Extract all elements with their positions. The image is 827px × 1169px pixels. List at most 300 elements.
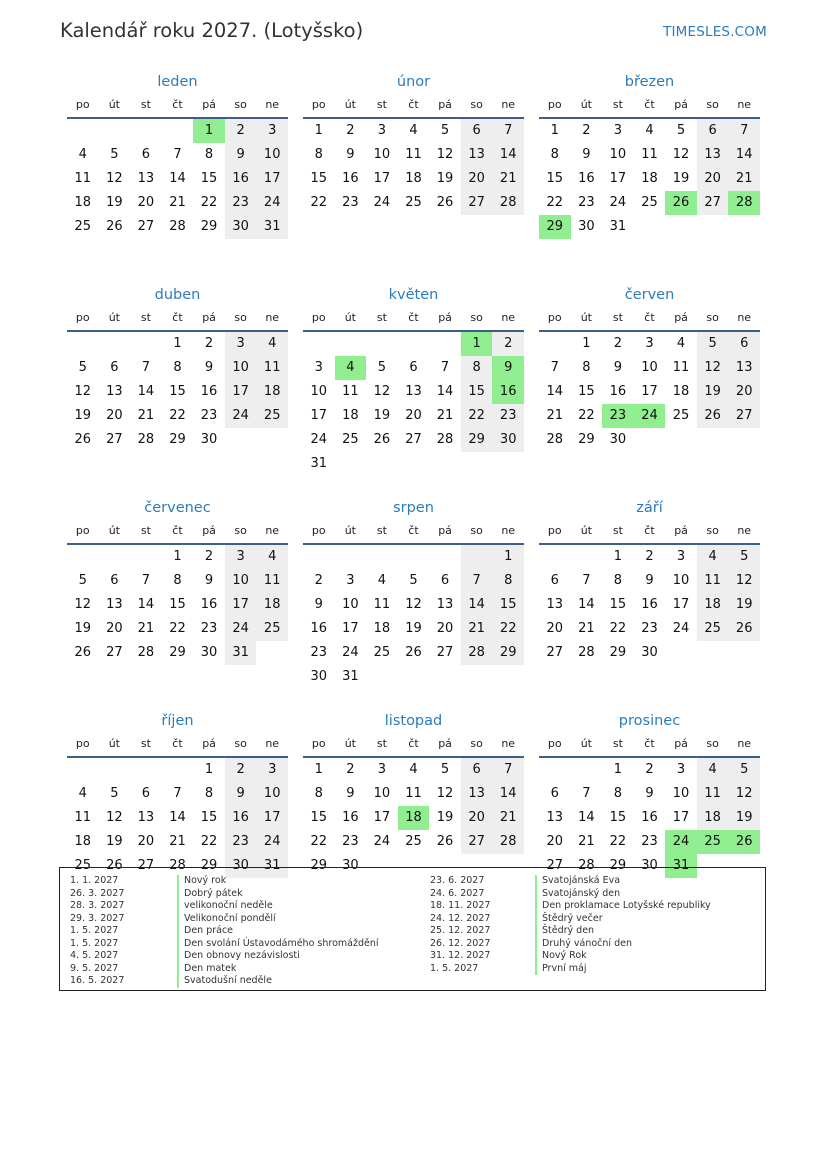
holiday-date: 26. 12. 2027 <box>430 937 491 949</box>
holiday-name: Svatojánský den <box>535 888 620 901</box>
day-cell: 1 <box>550 123 559 138</box>
day-cell: 26 <box>436 195 454 210</box>
day-cell: 17 <box>373 810 391 825</box>
day-cell: 8 <box>314 147 323 162</box>
day-cell: 2 <box>613 336 623 351</box>
day-cell: 13 <box>461 782 493 806</box>
legend-row <box>70 963 410 976</box>
day-cell: 19 <box>373 408 391 423</box>
day-cell: 14 <box>578 597 595 612</box>
day-cell: 30 <box>641 645 658 660</box>
day-cell: 30 <box>200 432 218 447</box>
day-cell: 30 <box>225 215 257 239</box>
weekday-label: so <box>234 98 247 111</box>
weekday-label: ne <box>737 524 752 537</box>
legend-column-left <box>70 875 410 988</box>
day-cell: 9 <box>204 360 214 375</box>
day-cell: 16 <box>641 597 658 612</box>
weekday-label: st <box>376 311 387 324</box>
day-cell: 20 <box>436 621 454 636</box>
day-cell: 23 <box>225 830 257 854</box>
day-cell: 20 <box>697 167 729 191</box>
day-cell: 10 <box>373 786 391 801</box>
holiday-day-cell: 26 <box>665 191 697 215</box>
day-cell: 9 <box>582 147 591 162</box>
day-cell: 20 <box>728 380 760 404</box>
day-cell: 28 <box>546 432 564 447</box>
weekday-label: po <box>311 524 326 537</box>
holiday-date: 25. 12. 2027 <box>430 925 491 936</box>
weekday-label: čt <box>408 98 419 111</box>
day-cell: 5 <box>110 147 119 162</box>
day-cell: 5 <box>697 332 729 356</box>
weekday-label: čt <box>408 524 419 537</box>
day-cell: 4 <box>697 758 729 782</box>
day-cell: 4 <box>645 123 654 138</box>
day-cell: 18 <box>74 195 92 210</box>
day-cell: 6 <box>697 119 729 143</box>
day-cell: 1 <box>204 762 214 777</box>
weekday-label: st <box>376 98 387 111</box>
empty-cell <box>67 332 99 356</box>
empty-cell <box>99 119 131 143</box>
day-cell: 11 <box>373 597 391 612</box>
legend-row <box>70 913 410 926</box>
day-cell: 21 <box>492 806 524 830</box>
day-cell: 1 <box>613 762 623 777</box>
weekday-header <box>303 306 524 332</box>
day-cell: 18 <box>405 171 422 186</box>
holiday-day-cell: 29 <box>539 215 571 239</box>
day-cell: 22 <box>310 195 328 210</box>
day-cell: 30 <box>578 219 595 234</box>
day-cell: 29 <box>169 432 186 447</box>
day-cell: 14 <box>461 593 493 617</box>
weekday-label: ne <box>265 98 280 111</box>
empty-cell <box>366 545 398 569</box>
day-cell: 26 <box>74 645 92 660</box>
day-cell: 25 <box>256 404 288 428</box>
day-cell: 2 <box>204 336 214 351</box>
day-cell: 14 <box>546 384 564 399</box>
day-cell: 22 <box>492 617 524 641</box>
day-cell: 11 <box>641 147 658 162</box>
day-cell: 7 <box>582 786 591 801</box>
holiday-name: Dobrý pátek <box>177 888 243 901</box>
day-cell: 22 <box>310 834 328 849</box>
day-cell: 3 <box>613 123 623 138</box>
day-cell: 2 <box>225 119 257 143</box>
day-cell: 25 <box>641 195 658 210</box>
empty-cell <box>335 545 367 569</box>
day-cell: 27 <box>546 858 564 873</box>
day-cell: 4 <box>256 545 288 569</box>
day-cell: 24 <box>256 191 288 215</box>
day-cell: 24 <box>373 834 391 849</box>
day-cell: 5 <box>78 360 87 375</box>
empty-cell <box>366 332 398 356</box>
day-grid <box>539 332 760 452</box>
month-červenec <box>67 497 288 710</box>
day-cell: 31 <box>256 854 288 878</box>
day-cell: 5 <box>728 545 760 569</box>
day-cell: 21 <box>546 408 564 423</box>
day-cell: 8 <box>550 147 559 162</box>
day-cell: 24 <box>373 195 391 210</box>
day-cell: 7 <box>141 573 151 588</box>
day-cell: 15 <box>609 810 627 825</box>
day-cell: 24 <box>225 404 257 428</box>
day-grid <box>67 545 288 665</box>
day-cell: 5 <box>728 758 760 782</box>
day-cell: 1 <box>492 545 524 569</box>
weekday-label: ne <box>265 524 280 537</box>
weekday-label: pá <box>202 737 216 750</box>
weekday-label: po <box>75 98 90 111</box>
day-cell: 16 <box>641 810 658 825</box>
day-cell: 25 <box>405 195 422 210</box>
day-cell: 19 <box>728 806 760 830</box>
holiday-name: Štědrý večer <box>535 913 603 926</box>
holiday-name: Nový Rok <box>535 950 587 963</box>
day-cell: 20 <box>137 195 155 210</box>
day-cell: 2 <box>492 332 524 356</box>
day-cell: 26 <box>436 834 454 849</box>
holiday-day-cell: 23 <box>602 404 634 428</box>
holiday-date: 1. 5. 2027 <box>70 925 119 936</box>
day-cell: 16 <box>200 384 218 399</box>
month-červen <box>539 284 760 497</box>
day-cell: 17 <box>256 167 288 191</box>
month-září <box>539 497 760 710</box>
day-cell: 27 <box>137 858 155 873</box>
day-cell: 28 <box>137 432 155 447</box>
weekday-label: po <box>547 311 562 324</box>
day-cell: 10 <box>310 384 328 399</box>
day-cell: 17 <box>641 384 658 399</box>
day-cell: 14 <box>137 597 155 612</box>
holiday-day-cell: 1 <box>193 119 225 143</box>
day-cell: 10 <box>256 782 288 806</box>
weekday-label: po <box>75 311 90 324</box>
day-cell: 18 <box>256 593 288 617</box>
holiday-name: Štědrý den <box>535 925 594 938</box>
day-cell: 12 <box>436 147 454 162</box>
day-cell: 8 <box>204 147 214 162</box>
legend-column-right <box>430 875 760 975</box>
weekday-label: út <box>580 737 592 750</box>
weekday-label: st <box>612 737 623 750</box>
month-duben <box>67 284 288 497</box>
weekday-label: čt <box>644 737 655 750</box>
day-cell: 4 <box>256 332 288 356</box>
legend-row <box>70 900 410 913</box>
day-cell: 25 <box>373 645 391 660</box>
legend-row <box>70 925 410 938</box>
day-cell: 14 <box>137 384 155 399</box>
day-cell: 27 <box>461 191 493 215</box>
day-cell: 12 <box>106 171 123 186</box>
day-cell: 14 <box>169 171 186 186</box>
weekday-label: čt <box>408 311 419 324</box>
day-cell: 26 <box>74 432 92 447</box>
holiday-day-cell: 31 <box>665 854 697 878</box>
day-cell: 6 <box>440 573 450 588</box>
weekday-label: st <box>140 311 151 324</box>
day-cell: 9 <box>346 786 355 801</box>
day-cell: 21 <box>436 408 454 423</box>
weekday-label: út <box>108 524 120 537</box>
month-name: srpen <box>393 500 434 516</box>
weekday-label: čt <box>172 524 183 537</box>
weekday-label: ne <box>265 737 280 750</box>
legend-row <box>430 875 760 888</box>
day-cell: 11 <box>405 147 422 162</box>
month-name: květen <box>388 287 439 303</box>
weekday-label: st <box>612 311 623 324</box>
day-cell: 15 <box>200 810 218 825</box>
day-cell: 26 <box>106 219 123 234</box>
day-cell: 29 <box>169 645 186 660</box>
day-cell: 19 <box>436 171 454 186</box>
weekday-header <box>67 732 288 758</box>
empty-cell <box>130 545 162 569</box>
day-cell: 13 <box>546 597 564 612</box>
day-cell: 27 <box>137 219 155 234</box>
day-cell: 21 <box>137 408 155 423</box>
holiday-name: Den obnovy nezávislosti <box>177 950 300 963</box>
month-name: duben <box>154 287 201 303</box>
weekday-label: čt <box>644 524 655 537</box>
day-cell: 17 <box>225 380 257 404</box>
weekday-label: so <box>706 737 719 750</box>
empty-cell <box>130 119 162 143</box>
day-cell: 1 <box>314 762 323 777</box>
day-cell: 9 <box>314 597 323 612</box>
weekday-label: pá <box>438 737 452 750</box>
day-cell: 27 <box>546 645 564 660</box>
day-cell: 17 <box>256 806 288 830</box>
day-cell: 18 <box>641 171 658 186</box>
day-cell: 26 <box>697 404 729 428</box>
month-únor <box>303 71 524 284</box>
empty-cell <box>398 545 430 569</box>
day-cell: 2 <box>346 123 355 138</box>
day-cell: 31 <box>225 641 257 665</box>
legend-row <box>70 975 410 988</box>
day-cell: 28 <box>169 219 186 234</box>
day-cell: 3 <box>676 549 686 564</box>
day-cell: 15 <box>310 810 328 825</box>
month-srpen <box>303 497 524 710</box>
day-cell: 25 <box>697 617 729 641</box>
day-cell: 20 <box>106 621 123 636</box>
holiday-day-cell: 9 <box>492 356 524 380</box>
brand-link[interactable]: TIMESLES.COM <box>663 24 767 40</box>
empty-cell <box>461 545 493 569</box>
day-cell: 16 <box>310 621 328 636</box>
weekday-label: so <box>706 311 719 324</box>
holiday-date: 4. 5. 2027 <box>70 950 119 961</box>
day-cell: 13 <box>137 810 155 825</box>
day-cell: 15 <box>169 597 186 612</box>
day-cell: 9 <box>613 360 623 375</box>
legend-row <box>430 950 760 963</box>
day-cell: 8 <box>613 786 623 801</box>
day-cell: 27 <box>697 191 729 215</box>
day-cell: 3 <box>346 573 355 588</box>
day-cell: 17 <box>342 621 359 636</box>
day-cell: 16 <box>225 167 257 191</box>
day-cell: 19 <box>106 834 123 849</box>
holiday-date: 1. 5. 2027 <box>70 937 119 949</box>
day-cell: 9 <box>645 786 654 801</box>
day-cell: 21 <box>169 834 186 849</box>
day-cell: 24 <box>609 195 627 210</box>
weekday-label: st <box>140 98 151 111</box>
day-cell: 3 <box>225 332 257 356</box>
day-cell: 3 <box>676 762 686 777</box>
day-cell: 7 <box>492 119 524 143</box>
day-cell: 7 <box>173 786 182 801</box>
day-cell: 24 <box>310 432 328 447</box>
day-cell: 24 <box>225 617 257 641</box>
day-cell: 8 <box>204 786 214 801</box>
day-cell: 11 <box>256 356 288 380</box>
day-cell: 20 <box>461 806 493 830</box>
weekday-label: po <box>311 98 326 111</box>
weekday-label: ne <box>265 311 280 324</box>
legend-row <box>430 963 760 976</box>
day-cell: 12 <box>405 597 422 612</box>
weekday-label: so <box>234 737 247 750</box>
day-grid <box>303 545 524 689</box>
day-cell: 5 <box>377 360 387 375</box>
holiday-date: 24. 12. 2027 <box>430 912 491 924</box>
day-cell: 5 <box>676 123 686 138</box>
day-grid <box>303 758 524 878</box>
day-cell: 22 <box>200 834 218 849</box>
day-cell: 6 <box>728 332 760 356</box>
day-cell: 11 <box>256 569 288 593</box>
weekday-label: čt <box>408 737 419 750</box>
weekday-label: ne <box>737 311 752 324</box>
month-name: leden <box>157 74 198 90</box>
day-cell: 21 <box>492 167 524 191</box>
empty-cell <box>571 545 603 569</box>
legend-row <box>430 938 760 951</box>
day-cell: 7 <box>492 758 524 782</box>
day-cell: 5 <box>440 762 450 777</box>
weekday-label: st <box>612 98 623 111</box>
day-cell: 11 <box>342 384 359 399</box>
weekday-label: st <box>376 737 387 750</box>
day-cell: 20 <box>546 621 564 636</box>
holiday-date: 24. 6. 2027 <box>430 887 485 899</box>
weekday-label: út <box>108 737 120 750</box>
day-cell: 1 <box>613 549 623 564</box>
day-cell: 19 <box>74 621 92 636</box>
day-cell: 16 <box>200 597 218 612</box>
day-cell: 8 <box>461 356 493 380</box>
day-cell: 20 <box>546 834 564 849</box>
weekday-label: čt <box>172 98 183 111</box>
day-cell: 12 <box>74 384 92 399</box>
day-cell: 29 <box>609 645 627 660</box>
day-cell: 21 <box>578 834 595 849</box>
day-grid <box>67 119 288 239</box>
day-cell: 3 <box>225 545 257 569</box>
day-cell: 9 <box>225 782 257 806</box>
weekday-label: pá <box>202 311 216 324</box>
day-cell: 17 <box>672 810 690 825</box>
day-cell: 1 <box>582 336 591 351</box>
month-name: červenec <box>144 500 211 516</box>
day-cell: 19 <box>405 621 422 636</box>
day-cell: 6 <box>461 119 493 143</box>
day-cell: 19 <box>728 593 760 617</box>
empty-cell <box>303 545 335 569</box>
month-name: únor <box>396 74 431 90</box>
weekday-label: út <box>344 98 356 111</box>
empty-cell <box>539 758 571 782</box>
weekday-label: út <box>344 524 356 537</box>
day-cell: 21 <box>169 195 186 210</box>
weekday-label: po <box>75 737 90 750</box>
weekday-label: út <box>580 311 592 324</box>
day-cell: 29 <box>492 641 524 665</box>
holiday-name: Nový rok <box>177 875 226 888</box>
day-cell: 13 <box>697 143 729 167</box>
day-cell: 6 <box>141 147 151 162</box>
day-cell: 26 <box>405 645 422 660</box>
day-cell: 17 <box>310 408 328 423</box>
day-cell: 12 <box>373 384 391 399</box>
day-cell: 4 <box>78 147 87 162</box>
day-cell: 8 <box>613 573 623 588</box>
empty-cell <box>539 545 571 569</box>
weekday-label: ne <box>501 311 516 324</box>
empty-cell <box>303 332 335 356</box>
day-cell: 1 <box>173 549 182 564</box>
day-cell: 23 <box>200 621 218 636</box>
weekday-header <box>539 93 760 119</box>
day-cell: 7 <box>440 360 450 375</box>
weekday-label: po <box>547 737 562 750</box>
holiday-date: 26. 3. 2027 <box>70 887 125 899</box>
weekday-label: po <box>311 737 326 750</box>
day-cell: 23 <box>200 408 218 423</box>
holiday-day-cell: 16 <box>492 380 524 404</box>
weekday-label: út <box>108 311 120 324</box>
day-cell: 19 <box>106 195 123 210</box>
day-cell: 3 <box>256 758 288 782</box>
day-cell: 13 <box>405 384 422 399</box>
day-cell: 19 <box>672 171 690 186</box>
day-cell: 11 <box>74 810 92 825</box>
day-cell: 2 <box>645 549 654 564</box>
weekday-label: st <box>376 524 387 537</box>
legend-row <box>430 913 760 926</box>
months-grid <box>67 71 760 923</box>
weekday-label: st <box>140 737 151 750</box>
holiday-date: 18. 11. 2027 <box>430 900 491 911</box>
day-cell: 8 <box>582 360 591 375</box>
day-cell: 15 <box>546 171 564 186</box>
holiday-day-cell: 25 <box>697 830 729 854</box>
day-cell: 23 <box>225 191 257 215</box>
day-cell: 24 <box>672 621 690 636</box>
